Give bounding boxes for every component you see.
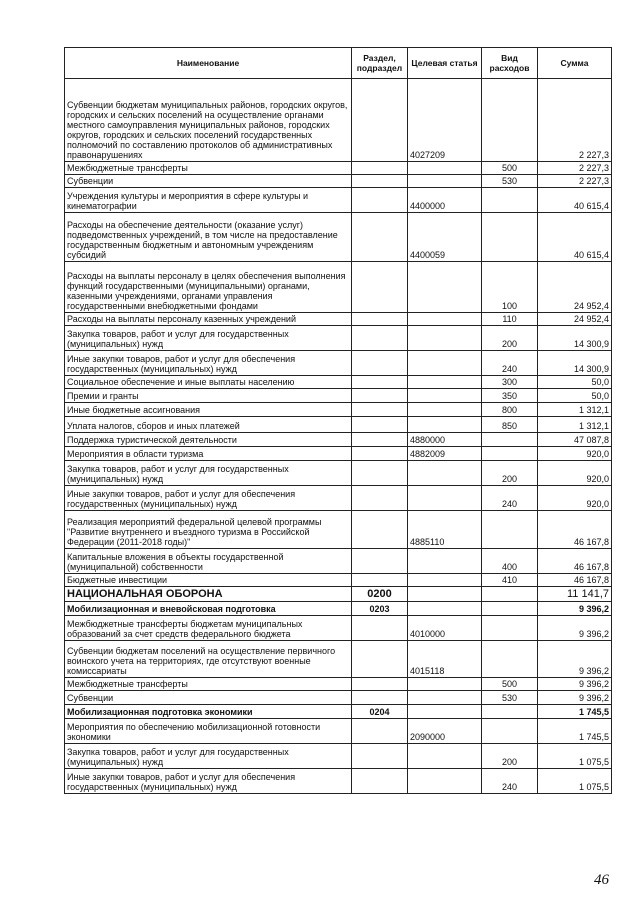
cell-cel bbox=[408, 389, 482, 403]
cell-name: Уплата налогов, сборов и иных платежей bbox=[65, 417, 352, 433]
cell-vid bbox=[482, 602, 538, 616]
cell-sum: 24 952,4 bbox=[538, 313, 612, 326]
cell-razd bbox=[352, 678, 408, 691]
table-row bbox=[65, 376, 612, 389]
cell-cel bbox=[408, 678, 482, 691]
cell-vid: 850 bbox=[482, 417, 538, 433]
table-row bbox=[65, 403, 612, 417]
table-row bbox=[65, 262, 612, 313]
cell-name: Капитальные вложения в объекты государственной (муниципальной) собственности bbox=[65, 549, 352, 574]
cell-name: Мобилизационная подготовка экономики bbox=[65, 705, 352, 719]
cell-razd: 0204 bbox=[352, 705, 408, 719]
cell-vid bbox=[482, 447, 538, 461]
table-row bbox=[65, 641, 612, 678]
cell-name: Реализация мероприятий федеральной целевой программы "Развитие внутреннего и въездного туризма в Российской Федерации (2011-2018 годы)" bbox=[65, 511, 352, 549]
cell-sum: 40 615,4 bbox=[538, 188, 612, 213]
cell-razd bbox=[352, 769, 408, 794]
table-body bbox=[65, 79, 612, 794]
cell-cel bbox=[408, 602, 482, 616]
cell-sum: 1 312,1 bbox=[538, 403, 612, 417]
cell-sum: 1 075,5 bbox=[538, 744, 612, 769]
cell-cel bbox=[408, 326, 482, 351]
cell-sum: 1 075,5 bbox=[538, 769, 612, 794]
cell-vid bbox=[482, 433, 538, 447]
cell-vid bbox=[482, 79, 538, 162]
cell-cel bbox=[408, 162, 482, 175]
table-row bbox=[65, 705, 612, 719]
cell-sum: 1 312,1 bbox=[538, 417, 612, 433]
cell-sum: 46 167,8 bbox=[538, 549, 612, 574]
cell-vid: 240 bbox=[482, 486, 538, 511]
cell-sum: 9 396,2 bbox=[538, 641, 612, 678]
table-row bbox=[65, 175, 612, 188]
cell-razd bbox=[352, 262, 408, 313]
cell-name: НАЦИОНАЛЬНАЯ ОБОРОНА bbox=[65, 587, 352, 602]
cell-vid: 200 bbox=[482, 744, 538, 769]
cell-sum: 24 952,4 bbox=[538, 262, 612, 313]
cell-razd bbox=[352, 376, 408, 389]
col-header-vid: Вид расходов bbox=[482, 48, 538, 79]
cell-cel bbox=[408, 486, 482, 511]
cell-razd bbox=[352, 616, 408, 641]
table-row bbox=[65, 213, 612, 262]
cell-sum: 1 745,5 bbox=[538, 719, 612, 744]
cell-sum: 2 227,3 bbox=[538, 162, 612, 175]
cell-name: Мероприятия по обеспечению мобилизационной готовности экономики bbox=[65, 719, 352, 744]
cell-razd bbox=[352, 719, 408, 744]
cell-cel bbox=[408, 376, 482, 389]
cell-vid: 100 bbox=[482, 262, 538, 313]
cell-sum: 40 615,4 bbox=[538, 213, 612, 262]
table-row bbox=[65, 461, 612, 486]
cell-name: Иные бюджетные ассигнования bbox=[65, 403, 352, 417]
cell-sum: 14 300,9 bbox=[538, 326, 612, 351]
cell-sum: 46 167,8 bbox=[538, 574, 612, 587]
cell-vid bbox=[482, 511, 538, 549]
cell-name: Закупка товаров, работ и услуг для государственных (муниципальных) нужд bbox=[65, 744, 352, 769]
cell-sum: 1 745,5 bbox=[538, 705, 612, 719]
cell-name: Субвенции бюджетам поселений на осуществление первичного воинского учета на территориях, где отсутствуют военные комиссариаты bbox=[65, 641, 352, 678]
cell-name: Поддержка туристической деятельности bbox=[65, 433, 352, 447]
cell-name: Расходы на выплаты персоналу казенных учреждений bbox=[65, 313, 352, 326]
cell-razd: 0203 bbox=[352, 602, 408, 616]
cell-sum: 2 227,3 bbox=[538, 79, 612, 162]
cell-vid: 240 bbox=[482, 351, 538, 376]
cell-name: Бюджетные инвестиции bbox=[65, 574, 352, 587]
cell-cel: 4400000 bbox=[408, 188, 482, 213]
cell-vid: 410 bbox=[482, 574, 538, 587]
cell-cel: 4010000 bbox=[408, 616, 482, 641]
table-row bbox=[65, 678, 612, 691]
cell-name: Межбюджетные трансферты бюджетам муниципальных образований за счет средств федерального бюджета bbox=[65, 616, 352, 641]
cell-razd bbox=[352, 511, 408, 549]
cell-name: Субвенции bbox=[65, 691, 352, 705]
table-row bbox=[65, 486, 612, 511]
cell-vid: 200 bbox=[482, 461, 538, 486]
cell-cel: 4882009 bbox=[408, 447, 482, 461]
table-row bbox=[65, 79, 612, 162]
table-row bbox=[65, 326, 612, 351]
cell-sum: 50,0 bbox=[538, 376, 612, 389]
cell-cel: 4885110 bbox=[408, 511, 482, 549]
cell-cel: 4015118 bbox=[408, 641, 482, 678]
cell-cel bbox=[408, 417, 482, 433]
cell-name: Межбюджетные трансферты bbox=[65, 162, 352, 175]
cell-vid: 800 bbox=[482, 403, 538, 417]
cell-name: Субвенции бюджетам муниципальных районов, городских округов, городских и сельских поселений на осуществление органами местного самоуправления муниципальных районов, городских округов, городских и сельских поселений государственных полномочий по составлению протоколов об административных правонарушениях bbox=[65, 79, 352, 162]
cell-cel bbox=[408, 403, 482, 417]
page-number: 46 bbox=[594, 872, 609, 888]
table-row bbox=[65, 719, 612, 744]
cell-cel bbox=[408, 351, 482, 376]
table-row bbox=[65, 602, 612, 616]
cell-razd bbox=[352, 79, 408, 162]
cell-razd bbox=[352, 417, 408, 433]
cell-razd bbox=[352, 389, 408, 403]
cell-sum: 920,0 bbox=[538, 461, 612, 486]
cell-name: Расходы на обеспечение деятельности (оказание услуг) подведомственных учреждений, в том числе на предоставление государственным бюджетным и автономным учреждениям субсидий bbox=[65, 213, 352, 262]
table-row bbox=[65, 447, 612, 461]
cell-razd: 0200 bbox=[352, 587, 408, 602]
col-header-razdel: Раздел, подраздел bbox=[352, 48, 408, 79]
cell-cel bbox=[408, 705, 482, 719]
cell-name: Расходы на выплаты персоналу в целях обеспечения выполнения функций государственными (муниципальными) органами, казенными учреждениями, органами управления государственными внебюджетными фондами bbox=[65, 262, 352, 313]
cell-sum: 9 396,2 bbox=[538, 616, 612, 641]
cell-cel bbox=[408, 313, 482, 326]
table-row bbox=[65, 587, 612, 602]
cell-razd bbox=[352, 744, 408, 769]
cell-razd bbox=[352, 461, 408, 486]
table-row bbox=[65, 417, 612, 433]
cell-name: Закупка товаров, работ и услуг для государственных (муниципальных) нужд bbox=[65, 326, 352, 351]
cell-vid: 300 bbox=[482, 376, 538, 389]
cell-cel: 4880000 bbox=[408, 433, 482, 447]
cell-razd bbox=[352, 447, 408, 461]
cell-razd bbox=[352, 549, 408, 574]
cell-vid: 350 bbox=[482, 389, 538, 403]
cell-name: Мобилизационная и вневойсковая подготовка bbox=[65, 602, 352, 616]
cell-vid: 200 bbox=[482, 326, 538, 351]
cell-cel bbox=[408, 175, 482, 188]
cell-sum: 50,0 bbox=[538, 389, 612, 403]
cell-razd bbox=[352, 691, 408, 705]
cell-sum: 9 396,2 bbox=[538, 602, 612, 616]
cell-vid bbox=[482, 616, 538, 641]
cell-razd bbox=[352, 403, 408, 417]
col-header-summa: Сумма bbox=[538, 48, 612, 79]
table-row bbox=[65, 313, 612, 326]
table-row bbox=[65, 433, 612, 447]
cell-sum: 920,0 bbox=[538, 447, 612, 461]
table-row bbox=[65, 549, 612, 574]
cell-name: Иные закупки товаров, работ и услуг для обеспечения государственных (муниципальных) нужд bbox=[65, 486, 352, 511]
cell-vid: 240 bbox=[482, 769, 538, 794]
cell-razd bbox=[352, 213, 408, 262]
cell-razd bbox=[352, 433, 408, 447]
cell-name: Закупка товаров, работ и услуг для государственных (муниципальных) нужд bbox=[65, 461, 352, 486]
cell-sum: 47 087,8 bbox=[538, 433, 612, 447]
cell-name: Мероприятия в области туризма bbox=[65, 447, 352, 461]
table-row bbox=[65, 769, 612, 794]
cell-sum: 920,0 bbox=[538, 486, 612, 511]
cell-vid: 400 bbox=[482, 549, 538, 574]
table-row bbox=[65, 162, 612, 175]
cell-cel bbox=[408, 769, 482, 794]
cell-vid: 530 bbox=[482, 691, 538, 705]
cell-cel bbox=[408, 461, 482, 486]
cell-cel: 4400059 bbox=[408, 213, 482, 262]
cell-sum: 46 167,8 bbox=[538, 511, 612, 549]
cell-vid bbox=[482, 705, 538, 719]
cell-razd bbox=[352, 313, 408, 326]
cell-cel: 2090000 bbox=[408, 719, 482, 744]
cell-cel bbox=[408, 744, 482, 769]
cell-razd bbox=[352, 326, 408, 351]
cell-vid bbox=[482, 719, 538, 744]
cell-name: Социальное обеспечение и иные выплаты населению bbox=[65, 376, 352, 389]
cell-razd bbox=[352, 574, 408, 587]
cell-razd bbox=[352, 175, 408, 188]
cell-razd bbox=[352, 351, 408, 376]
cell-razd bbox=[352, 162, 408, 175]
cell-vid bbox=[482, 641, 538, 678]
col-header-name: Наименование bbox=[65, 48, 352, 79]
cell-sum: 9 396,2 bbox=[538, 691, 612, 705]
cell-razd bbox=[352, 188, 408, 213]
cell-name: Учреждения культуры и мероприятия в сфере культуры и кинематографии bbox=[65, 188, 352, 213]
cell-cel bbox=[408, 262, 482, 313]
cell-cel bbox=[408, 587, 482, 602]
cell-razd bbox=[352, 486, 408, 511]
cell-vid bbox=[482, 188, 538, 213]
table-row bbox=[65, 389, 612, 403]
table-row bbox=[65, 744, 612, 769]
cell-razd bbox=[352, 641, 408, 678]
budget-table bbox=[64, 47, 612, 794]
cell-vid: 110 bbox=[482, 313, 538, 326]
cell-name: Иные закупки товаров, работ и услуг для обеспечения государственных (муниципальных) нужд bbox=[65, 351, 352, 376]
cell-vid bbox=[482, 213, 538, 262]
table-row bbox=[65, 691, 612, 705]
cell-cel: 4027209 bbox=[408, 79, 482, 162]
cell-cel bbox=[408, 574, 482, 587]
cell-cel bbox=[408, 691, 482, 705]
cell-name: Субвенции bbox=[65, 175, 352, 188]
cell-cel bbox=[408, 549, 482, 574]
cell-sum: 9 396,2 bbox=[538, 678, 612, 691]
table-row bbox=[65, 574, 612, 587]
cell-name: Межбюджетные трансферты bbox=[65, 678, 352, 691]
cell-sum: 11 141,7 bbox=[538, 587, 612, 602]
cell-vid: 500 bbox=[482, 162, 538, 175]
table-header-row bbox=[65, 48, 612, 79]
table-row bbox=[65, 616, 612, 641]
cell-name: Иные закупки товаров, работ и услуг для обеспечения государственных (муниципальных) нужд bbox=[65, 769, 352, 794]
cell-vid: 530 bbox=[482, 175, 538, 188]
col-header-cel: Целевая статья bbox=[408, 48, 482, 79]
table-row bbox=[65, 511, 612, 549]
table-row bbox=[65, 188, 612, 213]
cell-sum: 2 227,3 bbox=[538, 175, 612, 188]
cell-sum: 14 300,9 bbox=[538, 351, 612, 376]
table-row bbox=[65, 351, 612, 376]
cell-name: Премии и гранты bbox=[65, 389, 352, 403]
cell-vid: 500 bbox=[482, 678, 538, 691]
cell-vid bbox=[482, 587, 538, 602]
